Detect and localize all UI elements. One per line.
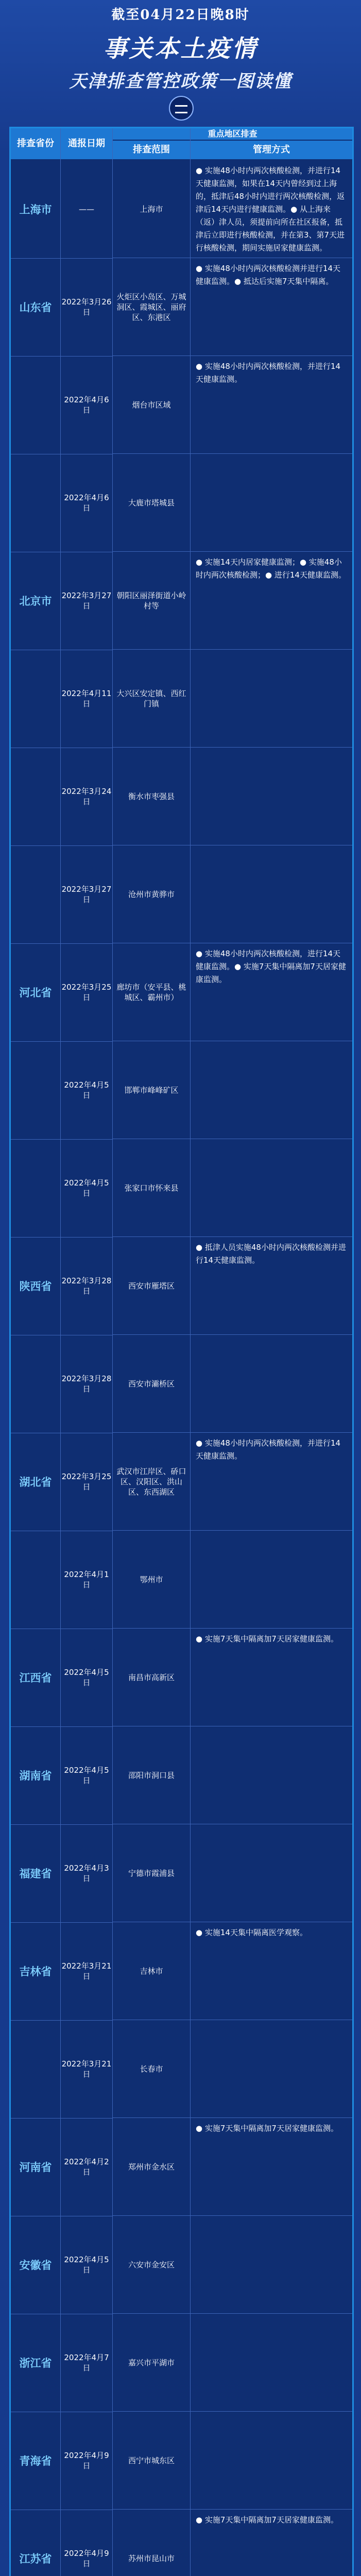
table-cell-province xyxy=(11,2020,60,2119)
table-cell-manage: ● 实施7天集中隔离加7天居家健康监测。 xyxy=(191,2118,352,2216)
table-cell-date: 2022年3月21日 xyxy=(61,2020,112,2119)
table-cell-province xyxy=(11,356,60,454)
table-cell-manage: ● 实施48小时内两次核酸检测并进行14天健康监测。● 抵达后实施7天集中隔离。 xyxy=(191,258,352,356)
table-cell-date: 2022年4月3日 xyxy=(61,1824,112,1923)
table-cell-province: 山东省 xyxy=(11,258,60,357)
table-cell-date: —— xyxy=(61,160,112,259)
table-cell-scope: 大鹿市塔城县 xyxy=(113,454,190,552)
table-cell-date: 2022年4月1日 xyxy=(61,1531,112,1629)
table-cell-manage xyxy=(191,2020,352,2118)
table-cell-province: 江西省 xyxy=(11,1629,60,1727)
table-cell-scope: 嘉兴市平湖市 xyxy=(113,2314,190,2412)
table-cell-scope: 上海市 xyxy=(113,160,190,258)
table-cell-province: 湖北省 xyxy=(11,1433,60,1531)
table-cell-province xyxy=(11,748,60,846)
table-cell-manage xyxy=(191,2216,352,2314)
table-cell-province xyxy=(11,1335,60,1433)
table-cell-scope: 武汉市江岸区、硚口区、汉阳区、洪山区、东西湖区 xyxy=(113,1433,190,1531)
table-cell-province: 湖南省 xyxy=(11,1726,60,1825)
table-cell-date: 2022年3月21日 xyxy=(61,1922,112,2021)
table-cell-date: 2022年4月6日 xyxy=(61,454,112,552)
table-cell-scope: 西安市雁塔区 xyxy=(113,1237,190,1335)
table-cell-manage xyxy=(191,454,352,552)
table-cell-manage: ● 实施7天集中隔离加7天居家健康监测。 xyxy=(191,1629,352,1726)
table-cell-date: 2022年4月9日 xyxy=(61,2412,112,2510)
table-cell-scope: 火炬区小岛区、万城洞区、霞城区、丽府区、东港区 xyxy=(113,258,190,356)
table-cell-province: 北京市 xyxy=(11,552,60,650)
table-cell-manage xyxy=(191,748,352,845)
table-cell-scope: 张家口市怀来县 xyxy=(113,1139,190,1237)
page-subtitle: 天津排查管控政策一图读懂 xyxy=(69,71,292,92)
table-cell-manage: ● 实施14天集中隔离医学观察。 xyxy=(191,1922,352,2020)
table-cell-manage: ● 实施7天集中隔离加7天居家健康监测。 xyxy=(191,2510,352,2576)
table-cell-manage xyxy=(191,650,352,748)
table-cell-scope: 西宁市城东区 xyxy=(113,2412,190,2510)
table-cell-manage xyxy=(191,845,352,943)
table-cell-manage: ● 实施48小时内两次核酸检测，进行14天健康监测。● 实施7天集中隔离加7天居家健康监测。 xyxy=(191,943,352,1041)
table-cell-manage xyxy=(191,1139,352,1237)
table-cell-date: 2022年3月27日 xyxy=(61,845,112,944)
table-cell-date: 2022年3月27日 xyxy=(61,552,112,650)
table-cell-date: 2022年3月28日 xyxy=(61,1335,112,1433)
page-title: 事关本土疫情 xyxy=(103,35,258,62)
table-cell-scope: 长春市 xyxy=(113,2020,190,2118)
logo-icon xyxy=(169,96,194,121)
table-cell-scope: 吉林市 xyxy=(113,1922,190,2020)
table-cell-date: 2022年3月24日 xyxy=(61,748,112,846)
table-cell-date: 2022年4月5日 xyxy=(61,1726,112,1825)
table-cell-scope: 郑州市金水区 xyxy=(113,2118,190,2216)
table-cell-province: 河南省 xyxy=(11,2118,60,2216)
table-cell-scope: 衡水市枣强县 xyxy=(113,748,190,845)
table-cell-manage xyxy=(191,1041,352,1139)
table-cell-province: 青海省 xyxy=(11,2412,60,2510)
table-divider xyxy=(112,128,113,2576)
table-cell-manage: ● 实施14天内居家健康监测；● 实施48小时内两次核酸检测；● 进行14天健康监测。 xyxy=(191,552,352,650)
col-header-scope: 排查范围 xyxy=(113,141,190,159)
col-header-group: 重点地区排查 xyxy=(113,128,352,140)
policy-table xyxy=(9,127,354,2576)
deadline-text: 截至04月22日晚8时 xyxy=(111,7,250,23)
table-cell-manage: ● 实施48小时内两次核酸检测，并进行14天健康监测。 xyxy=(191,356,352,454)
table-divider xyxy=(60,128,61,2576)
col-header-manage: 管理方式 xyxy=(191,141,352,159)
table-cell-date: 2022年4月5日 xyxy=(61,1041,112,1140)
table-cell-province xyxy=(11,650,60,748)
table-cell-manage xyxy=(191,1335,352,1433)
table-cell-scope: 朝阳区丽泽街道小岭村等 xyxy=(113,552,190,650)
table-cell-province xyxy=(11,1139,60,1238)
table-cell-manage xyxy=(191,1824,352,1922)
table-cell-date: 2022年4月9日 xyxy=(61,2510,112,2576)
table-cell-date: 2022年3月25日 xyxy=(61,943,112,1042)
table-cell-province: 上海市 xyxy=(11,160,60,259)
table-cell-date: 2022年3月26日 xyxy=(61,258,112,357)
table-cell-scope: 鄂州市 xyxy=(113,1531,190,1629)
table-cell-date: 2022年4月7日 xyxy=(61,2314,112,2412)
table-cell-province: 吉林省 xyxy=(11,1922,60,2021)
table-cell-manage xyxy=(191,1726,352,1824)
table-cell-manage xyxy=(191,2314,352,2412)
table-cell-date: 2022年4月11日 xyxy=(61,650,112,748)
table-cell-province xyxy=(11,1531,60,1629)
table-cell-province xyxy=(11,1041,60,1140)
table-cell-scope: 南昌市高新区 xyxy=(113,1629,190,1726)
table-cell-date: 2022年3月28日 xyxy=(61,1237,112,1335)
table-cell-scope: 廊坊市（安平县、桃城区、霸州市） xyxy=(113,943,190,1041)
table-cell-scope: 西安市灞桥区 xyxy=(113,1335,190,1433)
table-cell-scope: 邯郸市峰峰矿区 xyxy=(113,1041,190,1139)
table-cell-scope: 沧州市黄骅市 xyxy=(113,845,190,943)
table-cell-date: 2022年3月25日 xyxy=(61,1433,112,1531)
table-cell-scope: 烟台市区域 xyxy=(113,356,190,454)
table-cell-date: 2022年4月2日 xyxy=(61,2118,112,2216)
table-cell-date: 2022年4月5日 xyxy=(61,1629,112,1727)
table-cell-manage: ● 实施48小时内两次核酸检测，并进行14天健康监测。 xyxy=(191,1433,352,1531)
table-cell-province xyxy=(11,845,60,944)
table-cell-province: 安徽省 xyxy=(11,2216,60,2314)
table-cell-province: 陕西省 xyxy=(11,1237,60,1335)
table-cell-province: 福建省 xyxy=(11,1824,60,1923)
table-cell-scope: 宁德市霞浦县 xyxy=(113,1824,190,1922)
table-cell-scope: 苏州市昆山市 xyxy=(113,2510,190,2576)
table-divider xyxy=(190,128,191,2576)
table-cell-province: 河北省 xyxy=(11,943,60,1042)
table-cell-province xyxy=(11,454,60,552)
table-cell-manage: ● 抵津人员实施48小时内两次核酸检测并进行14天健康监测。 xyxy=(191,1237,352,1335)
table-cell-manage: ● 实施48小时内两次核酸检测，并进行14天健康监测，如果在14天内曾经到过上海的，抵津后48小时内进行两次核酸检测，返津后14天内进行健康监测。● 从上海来（返）津人员，须提前向所在社区报备，抵津后立即进行核酸检测，并在第3、第7天进行核酸检测，期间实施居家健康监测。 xyxy=(191,160,352,258)
col-header-date: 通报日期 xyxy=(61,128,112,159)
table-cell-manage xyxy=(191,1531,352,1629)
table-cell-scope: 六安市金安区 xyxy=(113,2216,190,2314)
table-cell-province: 浙江省 xyxy=(11,2314,60,2412)
table-cell-manage xyxy=(191,2412,352,2510)
table-cell-date: 2022年4月5日 xyxy=(61,2216,112,2314)
table-cell-date: 2022年4月6日 xyxy=(61,356,112,454)
table-cell-scope: 大兴区安定镇、西红门镇 xyxy=(113,650,190,748)
table-cell-province: 江苏省 xyxy=(11,2510,60,2576)
table-cell-date: 2022年4月5日 xyxy=(61,1139,112,1238)
table-cell-scope: 邵阳市洞口县 xyxy=(113,1726,190,1824)
col-header-province: 排查省份 xyxy=(11,128,60,159)
